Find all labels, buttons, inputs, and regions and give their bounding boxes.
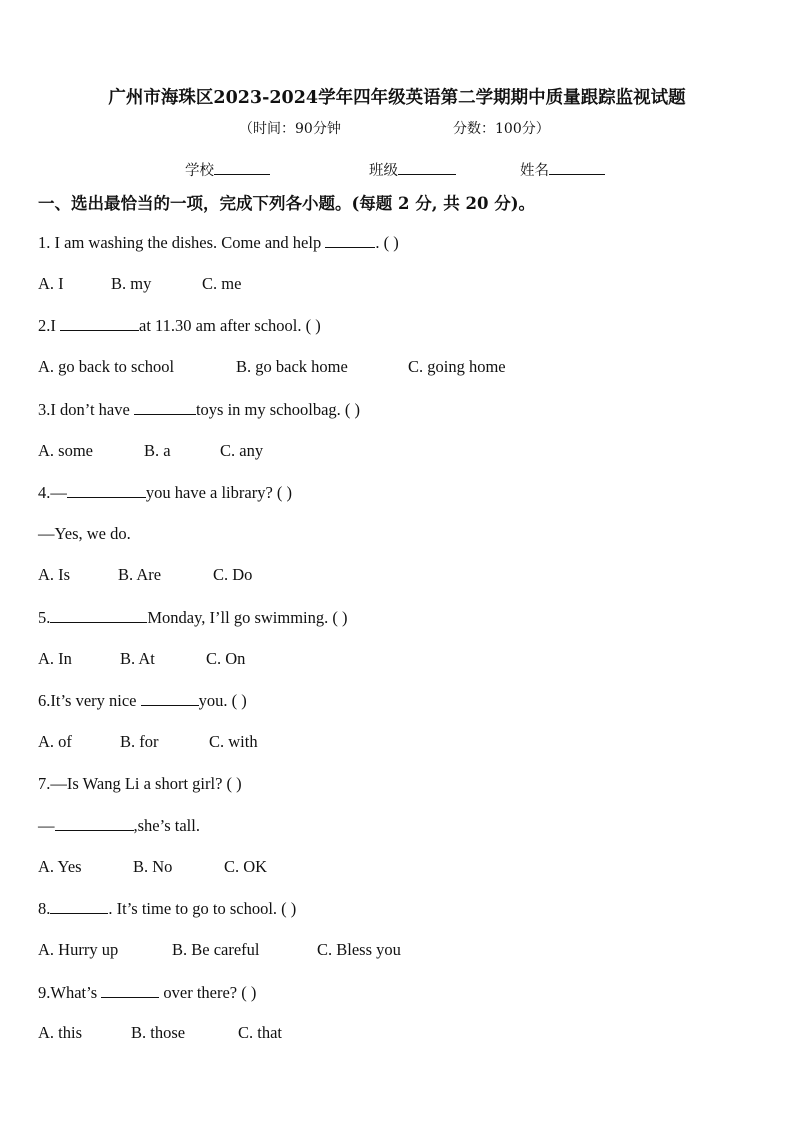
school-label: 学校 <box>185 163 214 179</box>
question-2-stem: 2.I <box>38 316 60 335</box>
question-8 <box>38 898 296 919</box>
option-a: A. Hurry up <box>38 940 119 959</box>
question-7: 7.—Is Wang Li a short girl? ( ) <box>38 774 242 793</box>
option-c: C. going home <box>408 357 506 376</box>
option-c: C. Do <box>213 565 253 584</box>
option-b: B. At <box>120 649 155 668</box>
option-a: A. some <box>38 441 93 460</box>
option-a: A. of <box>38 732 72 751</box>
question-7-options <box>38 857 267 877</box>
option-b: B. No <box>133 857 173 876</box>
question-5-stem-end: Monday, I’ll go swimming. ( ) <box>147 608 348 627</box>
question-3-stem-end: toys in my schoolbag. ( ) <box>195 400 361 419</box>
option-b: B. Are <box>118 565 162 584</box>
question-6-stem: 6.It’s very nice <box>38 691 141 710</box>
answer-blank <box>141 690 199 706</box>
question-7-reply-end: ,she’s tall. <box>133 816 200 835</box>
option-b: B. a <box>144 441 171 460</box>
question-5-stem: 5. <box>38 608 51 627</box>
question-5-options <box>38 649 245 669</box>
question-6 <box>38 690 247 711</box>
exam-time: （时间：90分钟 <box>239 121 341 137</box>
question-1 <box>38 232 399 253</box>
option-a: A. I <box>38 274 64 293</box>
option-b: B. for <box>120 732 159 751</box>
option-c: C. any <box>220 441 264 460</box>
question-3-options <box>38 441 263 461</box>
school-blank <box>214 160 270 175</box>
question-2-options <box>38 357 506 377</box>
answer-blank <box>50 607 147 623</box>
question-9-stem-end: over there? ( ) <box>159 983 257 1002</box>
question-4-options <box>38 565 252 585</box>
answer-blank <box>101 982 159 998</box>
option-a: A. go back to school <box>38 357 175 376</box>
answer-blank <box>60 315 139 331</box>
option-b: B. those <box>131 1023 186 1042</box>
question-8-options <box>38 940 401 960</box>
option-c: C. On <box>206 649 246 668</box>
question-8-stem: 8. <box>38 899 51 918</box>
exam-score: 分数：100分） <box>453 121 550 137</box>
name-field <box>520 159 605 180</box>
question-9 <box>38 982 256 1003</box>
question-4-stem-end: you have a library? ( ) <box>145 483 293 502</box>
question-2 <box>38 315 321 336</box>
name-label: 姓名 <box>520 163 549 179</box>
question-3-stem: 3.I don’t have <box>38 400 134 419</box>
answer-blank <box>55 815 134 831</box>
option-b: B. Be careful <box>172 940 260 959</box>
exam-subtitle <box>239 118 550 138</box>
question-6-stem-end: you. ( ) <box>198 691 247 710</box>
option-c: C. that <box>238 1023 282 1042</box>
option-a: A. Yes <box>38 857 82 876</box>
question-5 <box>38 607 348 628</box>
question-1-options <box>38 274 241 294</box>
question-1-stem: 1. I am washing the dishes. Come and help <box>38 233 326 252</box>
answer-blank <box>50 898 108 914</box>
section-heading: 一、选出最恰当的一项，完成下列各小题。(每题 2 分, 共 20 分)。 <box>38 194 536 213</box>
question-1-stem-end: . ( ) <box>375 233 399 252</box>
class-label: 班级 <box>369 163 398 179</box>
student-info-row <box>0 159 794 181</box>
option-c: C. me <box>202 274 242 293</box>
question-4-stem: 4.— <box>38 483 67 502</box>
option-c: C. with <box>209 732 258 751</box>
option-b: B. go back home <box>236 357 348 376</box>
question-9-stem: 9.What’s <box>38 983 102 1002</box>
option-c: C. OK <box>224 857 268 876</box>
question-6-options <box>38 732 258 752</box>
answer-blank <box>67 482 146 498</box>
question-7-reply-dash: — <box>38 816 55 835</box>
question-7-reply <box>38 815 200 836</box>
question-2-stem-end: at 11.30 am after school. ( ) <box>139 316 321 335</box>
question-3 <box>38 399 360 420</box>
answer-blank <box>325 232 375 248</box>
option-b: B. my <box>111 274 152 293</box>
option-c: C. Bless you <box>317 940 401 959</box>
class-blank <box>398 160 456 175</box>
name-blank <box>549 160 605 175</box>
question-9-options <box>38 1023 282 1043</box>
option-a: A. In <box>38 649 72 668</box>
class-field <box>369 159 456 180</box>
question-8-stem-end: . It’s time to go to school. ( ) <box>108 899 297 918</box>
answer-blank <box>134 399 196 415</box>
school-field <box>185 159 270 180</box>
question-4 <box>38 482 292 503</box>
option-a: A. this <box>38 1023 83 1042</box>
exam-title: 广州市海珠区2023-2024学年四年级英语第二学期期中质量跟踪监视试题 <box>108 88 686 108</box>
option-a: A. Is <box>38 565 71 584</box>
question-4-reply: —Yes, we do. <box>38 524 131 543</box>
